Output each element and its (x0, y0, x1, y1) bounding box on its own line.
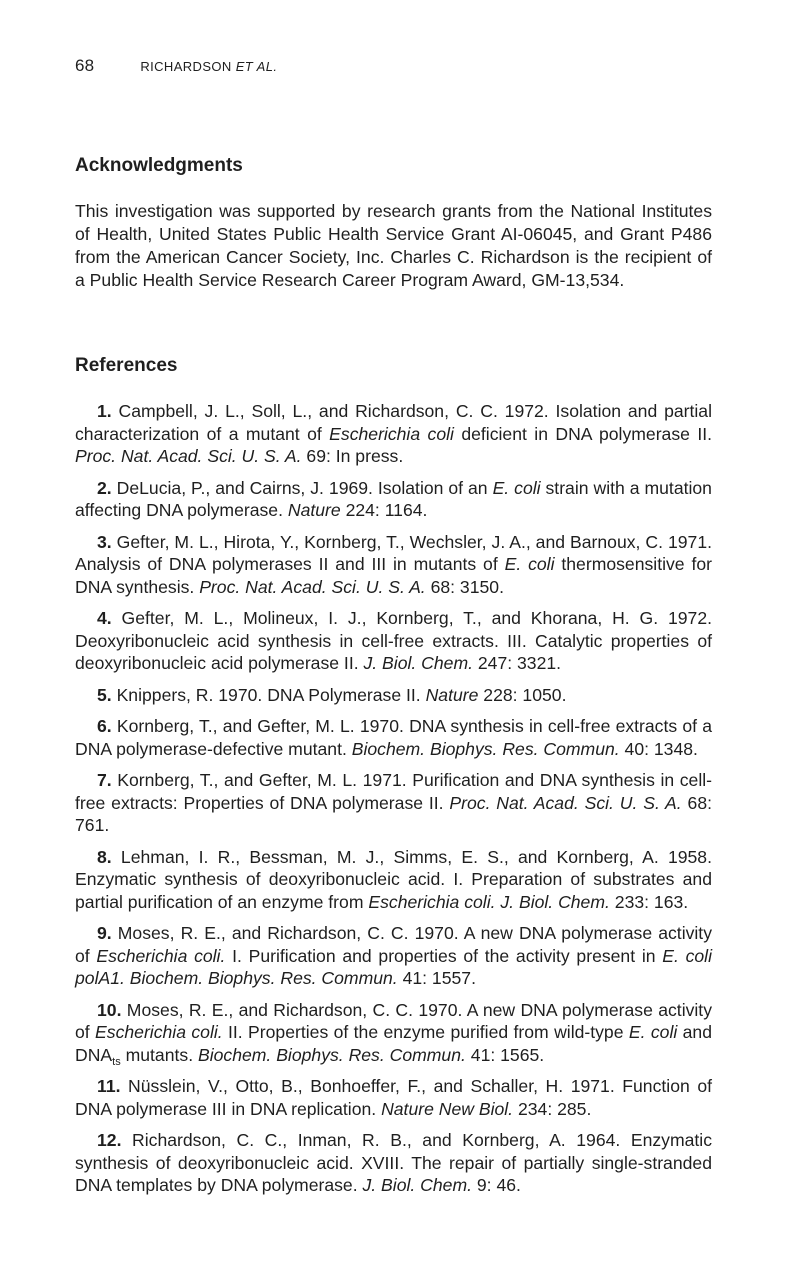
reference-item: 8. Lehman, I. R., Bessman, M. J., Simms, E. S., and Kornberg, A. 1958. Enzymatic synthesis of deoxyribonucleic acid. I. Preparation of substrates and partial purification of an enzyme from Escherichia coli. J. Biol. Chem. 233: 163. (75, 846, 712, 912)
reference-item: 4. Gefter, M. L., Molineux, I. J., Kornberg, T., and Khorana, H. G. 1972. Deoxyribonucleic acid synthesis in cell-free extracts. III. Catalytic properties of deoxyribonucleic acid polymerase II. J. Biol. Chem. 247: 3321. (75, 608, 712, 673)
reference-item: 2. DeLucia, P., and Cairns, J. 1969. Isolation of an E. coli strain with a mutation affecting DNA polymerase. Nature 224: 1164. (75, 477, 712, 520)
running-head: RICHARDSON ET AL. (140, 59, 278, 74)
acknowledgments-heading: Acknowledgments (75, 155, 243, 176)
reference-item: 5. Knippers, R. 1970. DNA Polymerase II. Nature 228: 1050. (97, 684, 567, 705)
reference-item: 9. Moses, R. E., and Richardson, C. C. 1970. A new DNA polymerase activity of Escherichia coli. I. Purification and properties of the activity present in E. coli polA1. Biochem. Biophys. Res. Commun. 41: 1557. (75, 923, 712, 988)
reference-item: 10. Moses, R. E., and Richardson, C. C. 1970. A new DNA polymerase activity of Escherichia coli. II. Properties of the enzyme purified from wild-type E. coli and $DNA_{ts}$ mutants. Biochem. Biophys. Res. Commun. 41: 1565. (75, 999, 713, 1068)
acknowledgments-text: This investigation was supported by research grants from the National Institutes of Health, United States Public Health Service Grant AI-06045, and Grant P486 from the American Cancer Society, Inc. Charles C. Richardson is the recipient of a Public Health Service Research Career Program Award, GM-13,534. (75, 201, 712, 290)
page-number: 68 (75, 56, 95, 75)
reference-item: 11. Nüsslein, V., Otto, B., Bonhoeffer, F., and Schaller, H. 1971. Function of DNA polymerase III in DNA replication. Nature New Biol. 234: 285. (75, 1076, 712, 1119)
reference-item: 1. Campbell, J. L., Soll, L., and Richardson, C. C. 1972. Isolation and partial characterization of a mutant of Escherichia coli deficient in DNA polymerase II. Proc. Nat. Acad. Sci. U. S. A. 69: In press. (75, 401, 712, 466)
running-header (75, 56, 277, 76)
reference-item: 12. Richardson, C. C., Inman, R. B., and Kornberg, A. 1964. Enzymatic synthesis of deoxyribonucleic acid. XVIII. The repair of partially single-stranded DNA templates by DNA polymerase. J. Biol. Chem. 9: 46. (75, 1130, 712, 1195)
references-heading: References (75, 355, 178, 376)
reference-item: 3. Gefter, M. L., Hirota, Y., Kornberg, T., Wechsler, J. A., and Barnoux, C. 1971. Analysis of DNA polymerases II and III in mutants of E. coli thermosensitive for DNA synthesis. Proc. Nat. Acad. Sci. U. S. A. 68: 3150. (75, 531, 712, 597)
reference-item: 7. Kornberg, T., and Gefter, M. L. 1971. Purification and DNA synthesis in cell-free extracts: Properties of DNA polymerase II. Proc. Nat. Acad. Sci. U. S. A. 68: 761. (75, 770, 712, 835)
reference-list (75, 400, 712, 1206)
reference-item: 6. Kornberg, T., and Gefter, M. L. 1970. DNA synthesis in cell-free extracts of a DNA polymerase-defective mutant. Biochem. Biophys. Res. Commun. 40: 1348. (75, 716, 712, 759)
